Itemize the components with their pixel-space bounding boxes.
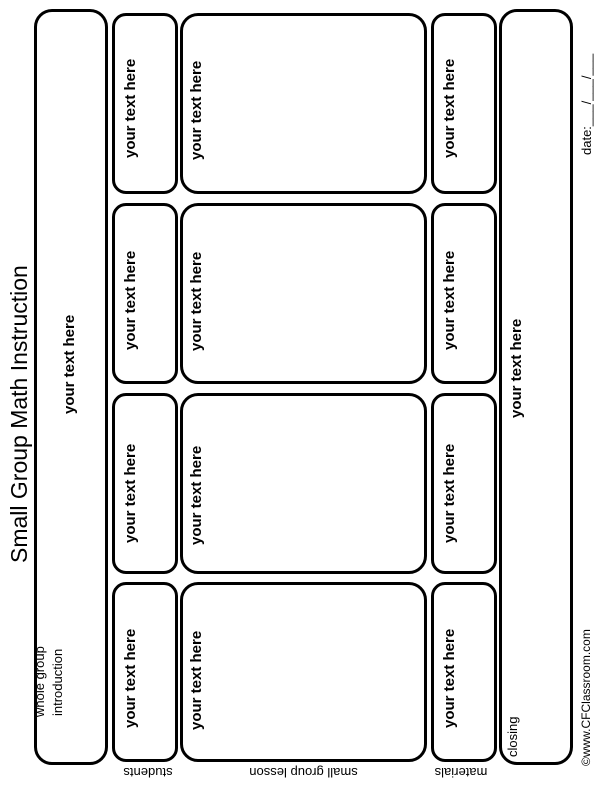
materials-text-2: your text here: [441, 250, 458, 350]
closing-text: your text here: [508, 318, 525, 418]
materials-label: materials: [434, 765, 488, 780]
closing-label: closing: [505, 716, 520, 757]
students-label: students: [123, 765, 173, 780]
lesson-box-2[interactable]: [180, 203, 427, 384]
lesson-text-3: your text here: [188, 445, 205, 545]
materials-text-3: your text here: [441, 443, 458, 543]
students-text-4: your text here: [122, 628, 139, 728]
students-text-3: your text here: [122, 443, 139, 543]
date-field[interactable]: date:___/___/___: [579, 53, 594, 155]
page-title: Small Group Math Instruction: [6, 265, 32, 563]
lesson-text-4: your text here: [188, 630, 205, 730]
whole-group-text: your text here: [61, 314, 78, 414]
lesson-box-3[interactable]: [180, 393, 427, 574]
lesson-box-1[interactable]: [180, 13, 427, 194]
whole-group-label-line2: introduction: [50, 648, 65, 716]
materials-text-4: your text here: [441, 628, 458, 728]
copyright-text: ©www.CFClassroom.com: [579, 629, 593, 766]
students-text-1: your text here: [122, 58, 139, 158]
small-group-lesson-label: small group lesson: [249, 765, 358, 780]
lesson-text-2: your text here: [188, 251, 205, 351]
students-text-2: your text here: [122, 250, 139, 350]
materials-text-1: your text here: [441, 58, 458, 158]
lesson-box-4[interactable]: [180, 582, 427, 762]
lesson-text-1: your text here: [188, 60, 205, 160]
whole-group-label-line1: whole group: [32, 646, 47, 717]
